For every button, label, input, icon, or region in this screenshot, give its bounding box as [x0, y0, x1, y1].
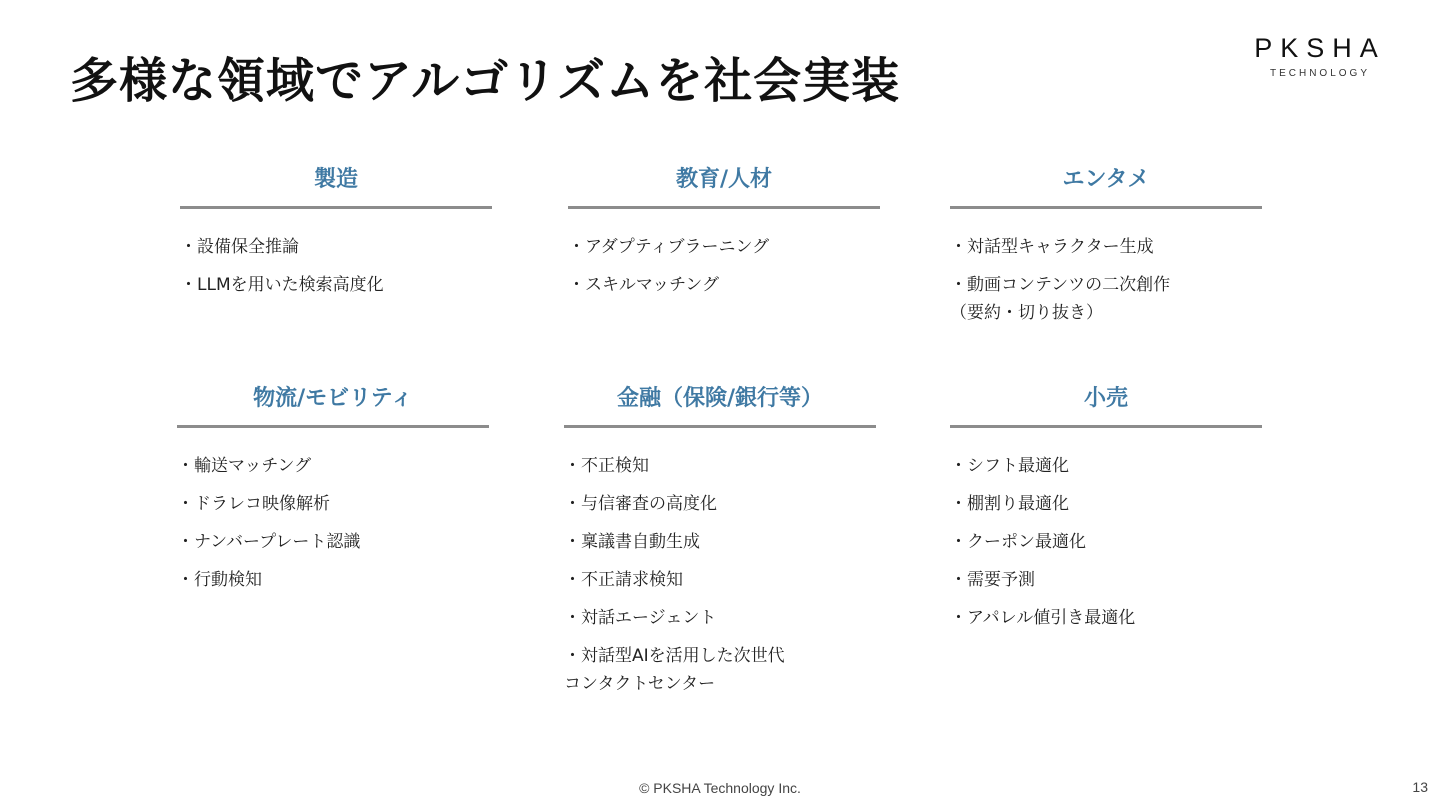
list-item: ・LLMを用いた検索高度化	[180, 275, 384, 295]
category-divider	[950, 425, 1262, 428]
list-item: ・対話エージェント	[564, 608, 717, 628]
list-item: ・需要予測	[950, 570, 1035, 590]
category-logistics	[177, 381, 489, 604]
list-item: ・スキルマッチング	[568, 275, 719, 295]
list-item: ・不正検知	[564, 456, 649, 476]
list-item: ・ドラレコ映像解析	[177, 494, 330, 514]
list-item: ・動画コンテンツの二次創作 （要約・切り抜き）	[950, 275, 1171, 323]
category-divider	[564, 425, 876, 428]
category-divider	[177, 425, 489, 428]
copyright-footer: © PKSHA Technology Inc.	[639, 780, 801, 796]
list-item: ・不正請求検知	[564, 570, 683, 590]
category-finance	[564, 381, 876, 708]
category-title: 物流/モビリティ	[253, 386, 413, 411]
page-number: 13	[1412, 779, 1428, 795]
category-entertainment	[950, 162, 1262, 337]
category-divider	[568, 206, 880, 209]
category-list	[950, 233, 1262, 327]
list-item: ・行動検知	[177, 570, 262, 590]
list-item: ・対話型キャラクター生成	[950, 237, 1154, 257]
category-list	[568, 233, 880, 299]
category-list	[180, 233, 492, 299]
list-item: ・アパレル値引き最適化	[950, 608, 1136, 628]
category-title: エンタメ	[1062, 167, 1150, 192]
list-item: ・設備保全推論	[180, 237, 299, 257]
list-item: ・棚割り最適化	[950, 494, 1069, 514]
list-item: ・輸送マッチング	[177, 456, 312, 476]
list-item: ・クーポン最適化	[950, 532, 1086, 552]
category-divider	[950, 206, 1262, 209]
list-item: ・稟議書自動生成	[564, 532, 700, 552]
category-manufacturing	[180, 162, 492, 309]
logo-wordmark: PKSHA	[1254, 33, 1386, 63]
list-item: ・対話型AIを活用した次世代 コンタクトセンター	[564, 646, 785, 694]
pksha-logo	[1250, 34, 1390, 79]
list-item: ・アダプティブラーニング	[568, 237, 770, 257]
category-list	[950, 452, 1262, 632]
category-title: 小売	[1083, 386, 1128, 411]
list-item: ・ナンバープレート認識	[177, 532, 361, 552]
category-list	[177, 452, 489, 594]
category-title: 教育/人材	[675, 167, 773, 192]
list-item: ・シフト最適化	[950, 456, 1069, 476]
logo-subtitle: TECHNOLOGY	[1269, 68, 1370, 79]
category-title: 金融（保険/銀行等）	[616, 386, 824, 411]
list-item: ・与信審査の高度化	[564, 494, 717, 514]
slide-title: 多様な領域でアルゴリズムを社会実装	[70, 53, 901, 109]
category-education	[568, 162, 880, 309]
category-title: 製造	[313, 167, 358, 192]
category-list	[564, 452, 876, 698]
category-retail	[950, 381, 1262, 642]
category-divider	[180, 206, 492, 209]
